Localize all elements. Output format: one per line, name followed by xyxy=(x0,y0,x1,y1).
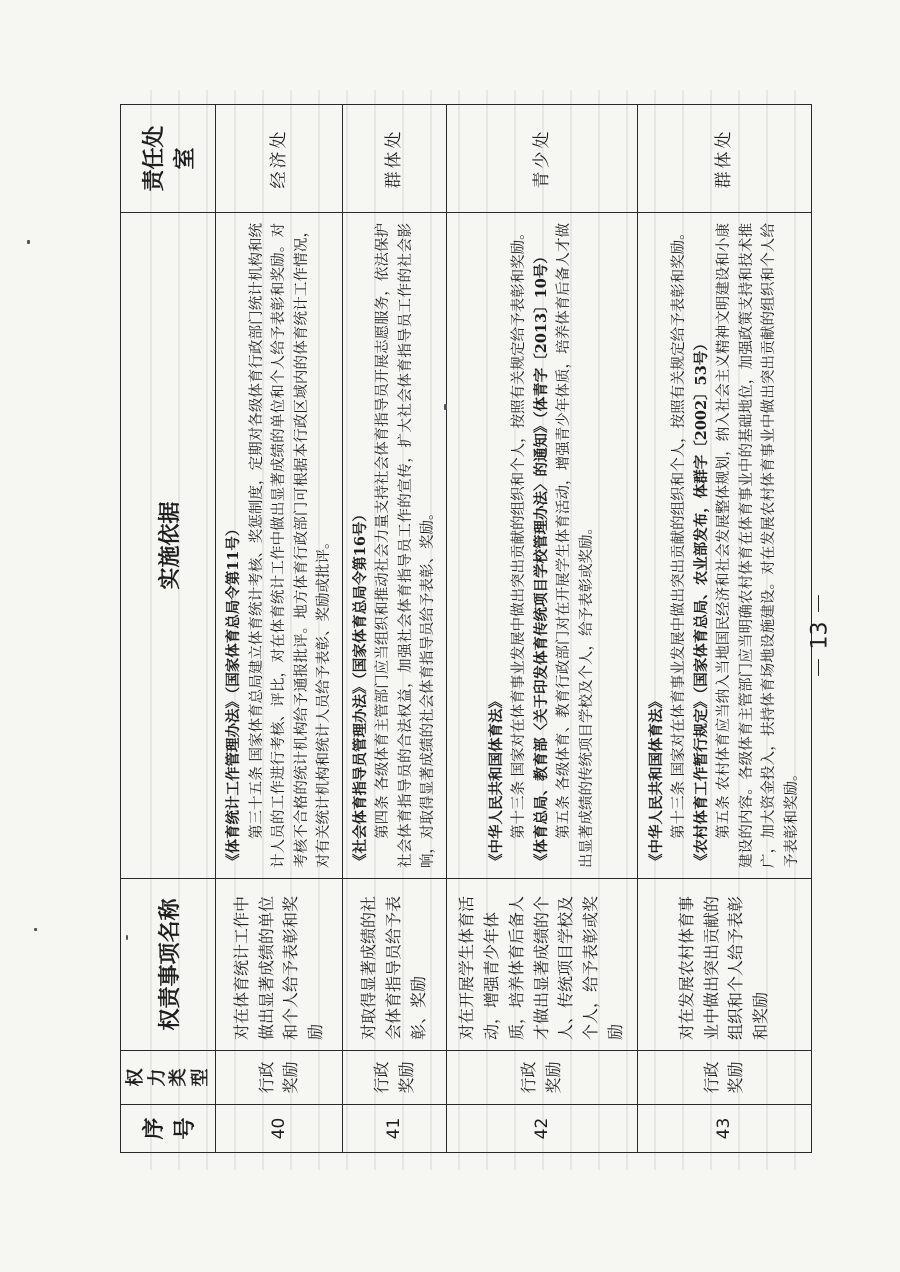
law-title: 《社会体育指导员管理办法》（国家体育总局令第16号） xyxy=(351,507,369,868)
responsible-dept: 经济处 xyxy=(216,105,343,213)
responsible-dept: 群体处 xyxy=(343,105,446,213)
law-title: 《体育统计工作管理办法》（国家体育总局令第11号） xyxy=(225,521,243,868)
item-name: 对在体育统计工作中做出显著成绩的单位和个人给予表彰和奖励 xyxy=(216,879,343,1051)
power-type: 行政奖励 xyxy=(637,1051,811,1105)
row-number: 41 xyxy=(343,1105,446,1153)
scan-speck xyxy=(126,935,128,940)
responsible-dept: 群体处 xyxy=(637,105,811,213)
law-article: 第四条 各级体育主管部门应当组织和推动社会力量支持社会体育指导员开展志愿服务，依法保护社会体育指导员的合法权益，加强社会体育指导员工作的宣传，扩大社会体育指导员工作的社会影响，对取得显著成绩的社会体育指导员给予表彰、奖励。 xyxy=(375,223,437,868)
power-type: 行政奖励 xyxy=(216,1051,343,1105)
implementation-basis xyxy=(343,213,446,879)
law-article: 第十三条 国家对在体育事业发展中做出突出贡献的组织和个人，按照有关规定给予表彰和奖励。 xyxy=(511,225,528,839)
responsible-dept: 青少处 xyxy=(446,105,637,213)
table-row xyxy=(446,105,637,1153)
law-title: 《中华人民共和国体育法》 xyxy=(647,694,665,868)
rotated-table-wrapper xyxy=(120,105,812,1153)
page-number: － 13 － xyxy=(807,592,833,678)
row-number: 42 xyxy=(446,1105,637,1153)
table-row xyxy=(216,105,343,1153)
item-name: 对在发展农村体育事业中做出突出贡献的组织和个人给予表彰和奖励 xyxy=(637,879,811,1051)
implementation-basis xyxy=(446,213,637,879)
table-row xyxy=(637,105,811,1153)
item-name: 对在开展学生体育活动，增强青少年体质，培养体育后备人才做出显著成绩的个人、传统项目学校及个人，给予表彰或奖励 xyxy=(446,879,637,1051)
scan-speck xyxy=(27,240,30,244)
law-title: 《体育总局、教育部〈关于印发体育传统项目学校管理办法〉的通知》（体青字〔2013〕10号） xyxy=(532,249,550,868)
law-article: 第五条 农村体育应当纳入当地国民经济和社会发展整体规划，纳入社会主义精神文明建设和小康建设的内容。各级体育主管部门应当明确农村体育在体育事业中的基础地位，加强政策支持和技术推广，加大资金投入，扶持体育场地设施建设。对在发展农村体育事业中做出突出贡献的组织和个人给予表彰和奖励。 xyxy=(716,223,800,868)
power-type: 行政奖励 xyxy=(446,1051,637,1105)
header-basis: 实施依据 xyxy=(121,213,216,879)
implementation-basis xyxy=(216,213,343,879)
item-name: 对取得显著成绩的社会体育指导员给予表彰、奖励 xyxy=(343,879,446,1051)
power-type: 行政奖励 xyxy=(343,1051,446,1105)
scan-speck xyxy=(444,404,447,410)
row-number: 40 xyxy=(216,1105,343,1153)
header-dept: 责任处室 xyxy=(121,105,216,213)
header-name: 权责事项名称 xyxy=(121,879,216,1051)
implementation-basis xyxy=(637,213,811,879)
row-number: 43 xyxy=(637,1105,811,1153)
header-type: 权力类型 xyxy=(121,1051,216,1105)
scan-speck xyxy=(34,928,37,931)
table-header-row xyxy=(121,105,216,1153)
table-row xyxy=(343,105,446,1153)
law-title: 《中华人民共和国体育法》 xyxy=(487,694,505,868)
law-article: 第十三条 国家对在体育事业发展中做出突出贡献的组织和个人，按照有关规定给予表彰和奖励。 xyxy=(671,225,688,839)
law-title: 《农村体育工作暂行规定》（国家体育总局、农业部发布，体群字〔2002〕53号） xyxy=(692,336,710,868)
header-no: 序号 xyxy=(121,1105,216,1153)
law-article: 第五条 各级体育、教育行政部门对在开展学生体育活动，增强青少年体质，培养体育后备人才做出显著成绩的传统项目学校及个人，给予表彰或奖励。 xyxy=(556,223,595,868)
law-article: 第三十五条 国家体育总局建立体育统计考核、奖惩制度，定期对各级体育行政部门统计机构和统计人员的工作进行考核、评比，对在体育统计工作中做出显著成绩的单位和个人给予表彰和奖励。对考核不合格的统计机构给予通报批评。地方体育行政部门可根据本行政区域内的体育统计工作情况，对有关统计机构和统计人员给予表彰、奖励或批评。 xyxy=(248,223,333,868)
power-responsibility-table xyxy=(120,104,812,1153)
